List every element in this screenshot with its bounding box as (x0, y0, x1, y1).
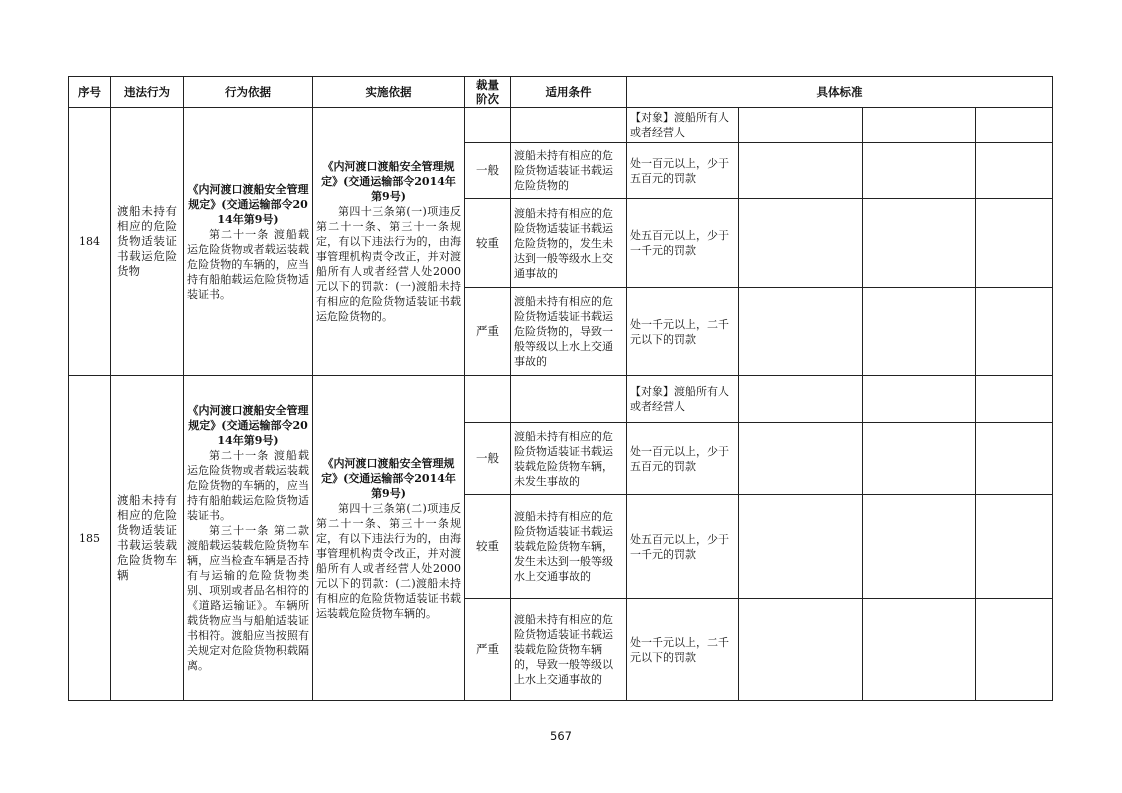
impl-cell (313, 376, 465, 701)
empty-cell (976, 199, 1053, 288)
level-cell: 一般 (465, 423, 511, 495)
empty-cell (739, 599, 863, 701)
empty-cell (863, 495, 976, 599)
header-violation: 违法行为 (111, 77, 184, 108)
impl-para: 第四十三条第(一)项违反第二十一条、第三十一条规定，有以下违法行为的，由海事管理机构责令改正，并对渡船所有人或者经营人处2000元以下的罚款：(一)渡船未持有相应的危险货物适装证书载运危险货物的。 (316, 205, 461, 323)
empty-cell (976, 143, 1053, 199)
impl-para: 第四十三条第(二)项违反第二十一条、第三十一条规定，有以下违法行为的，由海事管理机构责令改正，并对渡船所有人或者经营人处2000元以下的罚款：(二)渡船未持有相应的危险货物适装证书载运装载危险货物车辆的。 (316, 501, 461, 620)
std-cell: 处五百元以上，少于一千元的罚款 (627, 495, 739, 599)
basis-para: 第二十一条 渡船载运危险货物或者载运装载危险货物的车辆的，应当持有船舶载运危险货物适装证书。 (187, 227, 309, 301)
object-cell: 【对象】渡船所有人或者经营人 (627, 376, 739, 423)
page-number: 567 (550, 729, 572, 743)
basis-title: 《内河渡口渡船安全管理规定》(交通运输部令2014年第9号) (187, 182, 309, 226)
basis-title: 《内河渡口渡船安全管理规定》(交通运输部令2014年第9号) (187, 404, 309, 447)
level-empty (465, 376, 511, 423)
cond-empty (511, 108, 627, 143)
empty-cell (976, 288, 1053, 376)
penalty-table (68, 76, 1053, 701)
basis-para: 第三十一条 第二款渡船载运装载危险货物车辆，应当检查车辆是否持有与运输的危险货物类别、项别或者品名相符的《道路运输证》。车辆所载货物应当与船舶适装证书相符。渡船应当按照有关规定对危险货物积载隔离。 (187, 524, 309, 672)
level-cell: 较重 (465, 495, 511, 599)
empty-cell (863, 288, 976, 376)
std-cell: 处一千元以上，二千元以下的罚款 (627, 288, 739, 376)
violation-cell: 渡船未持有相应的危险货物适装证书载运装载危险货物车辆 (111, 376, 184, 701)
empty-cell (863, 199, 976, 288)
std-cell: 处一百元以上，少于五百元的罚款 (627, 423, 739, 495)
level-cell: 严重 (465, 599, 511, 701)
cond-cell: 渡船未持有相应的危险货物适装证书载运装载危险货物车辆，未发生事故的 (511, 423, 627, 495)
empty-cell (976, 495, 1053, 599)
empty-cell (863, 423, 976, 495)
empty-cell (863, 143, 976, 199)
basis-cell (184, 376, 313, 701)
empty-cell (976, 599, 1053, 701)
empty-cell (739, 199, 863, 288)
header-cond: 适用条件 (511, 77, 627, 108)
impl-cell (313, 108, 465, 376)
cond-cell: 渡船未持有相应的危险货物适装证书载运危险货物的，导致一般等级以上水上交通事故的 (511, 288, 627, 376)
cond-cell: 渡船未持有相应的危险货物适装证书载运装载危险货物车辆，发生未达到一般等级水上交通事故的 (511, 495, 627, 599)
header-level-text: 裁量阶次 (476, 78, 499, 106)
cond-cell: 渡船未持有相应的危险货物适装证书载运装载危险货物车辆的，导致一般等级以上水上交通事故的 (511, 599, 627, 701)
header-basis: 行为依据 (184, 77, 313, 108)
empty-cell (863, 108, 976, 143)
header-row (69, 77, 1053, 108)
header-seq: 序号 (69, 77, 111, 108)
empty-cell (739, 376, 863, 423)
seq-cell: 184 (69, 108, 111, 376)
object-cell: 【对象】渡船所有人或者经营人 (627, 108, 739, 143)
empty-cell (739, 423, 863, 495)
level-cell: 较重 (465, 199, 511, 288)
cond-empty (511, 376, 627, 423)
empty-cell (863, 376, 976, 423)
empty-cell (863, 599, 976, 701)
std-cell: 处一百元以上，少于五百元的罚款 (627, 143, 739, 199)
empty-cell (739, 288, 863, 376)
basis-para: 第二十一条 渡船载运危险货物或者载运装载危险货物的车辆的，应当持有船舶载运危险货物适装证书。 (187, 449, 309, 522)
basis-cell (184, 108, 313, 376)
header-std: 具体标准 (627, 77, 1053, 108)
impl-title: 《内河渡口渡船安全管理规定》(交通运输部令2014年第9号) (321, 456, 456, 500)
seq-cell: 185 (69, 376, 111, 701)
empty-cell (739, 143, 863, 199)
empty-cell (739, 495, 863, 599)
empty-cell (739, 108, 863, 143)
impl-title: 《内河渡口渡船安全管理规定》(交通运输部令2014年第9号) (321, 160, 456, 203)
empty-cell (976, 108, 1053, 143)
std-cell: 处五百元以上，少于一千元的罚款 (627, 199, 739, 288)
header-impl: 实施依据 (313, 77, 465, 108)
empty-cell (976, 376, 1053, 423)
level-cell: 一般 (465, 143, 511, 199)
level-cell: 严重 (465, 288, 511, 376)
level-empty (465, 108, 511, 143)
header-level (465, 77, 511, 108)
empty-cell (976, 423, 1053, 495)
table-row (69, 108, 1053, 143)
std-cell: 处一千元以上，二千元以下的罚款 (627, 599, 739, 701)
cond-cell: 渡船未持有相应的危险货物适装证书载运危险货物的，发生未达到一般等级水上交通事故的 (511, 199, 627, 288)
table-row (69, 376, 1053, 423)
cond-cell: 渡船未持有相应的危险货物适装证书载运危险货物的 (511, 143, 627, 199)
violation-cell: 渡船未持有相应的危险货物适装证书载运危险货物 (111, 108, 184, 376)
